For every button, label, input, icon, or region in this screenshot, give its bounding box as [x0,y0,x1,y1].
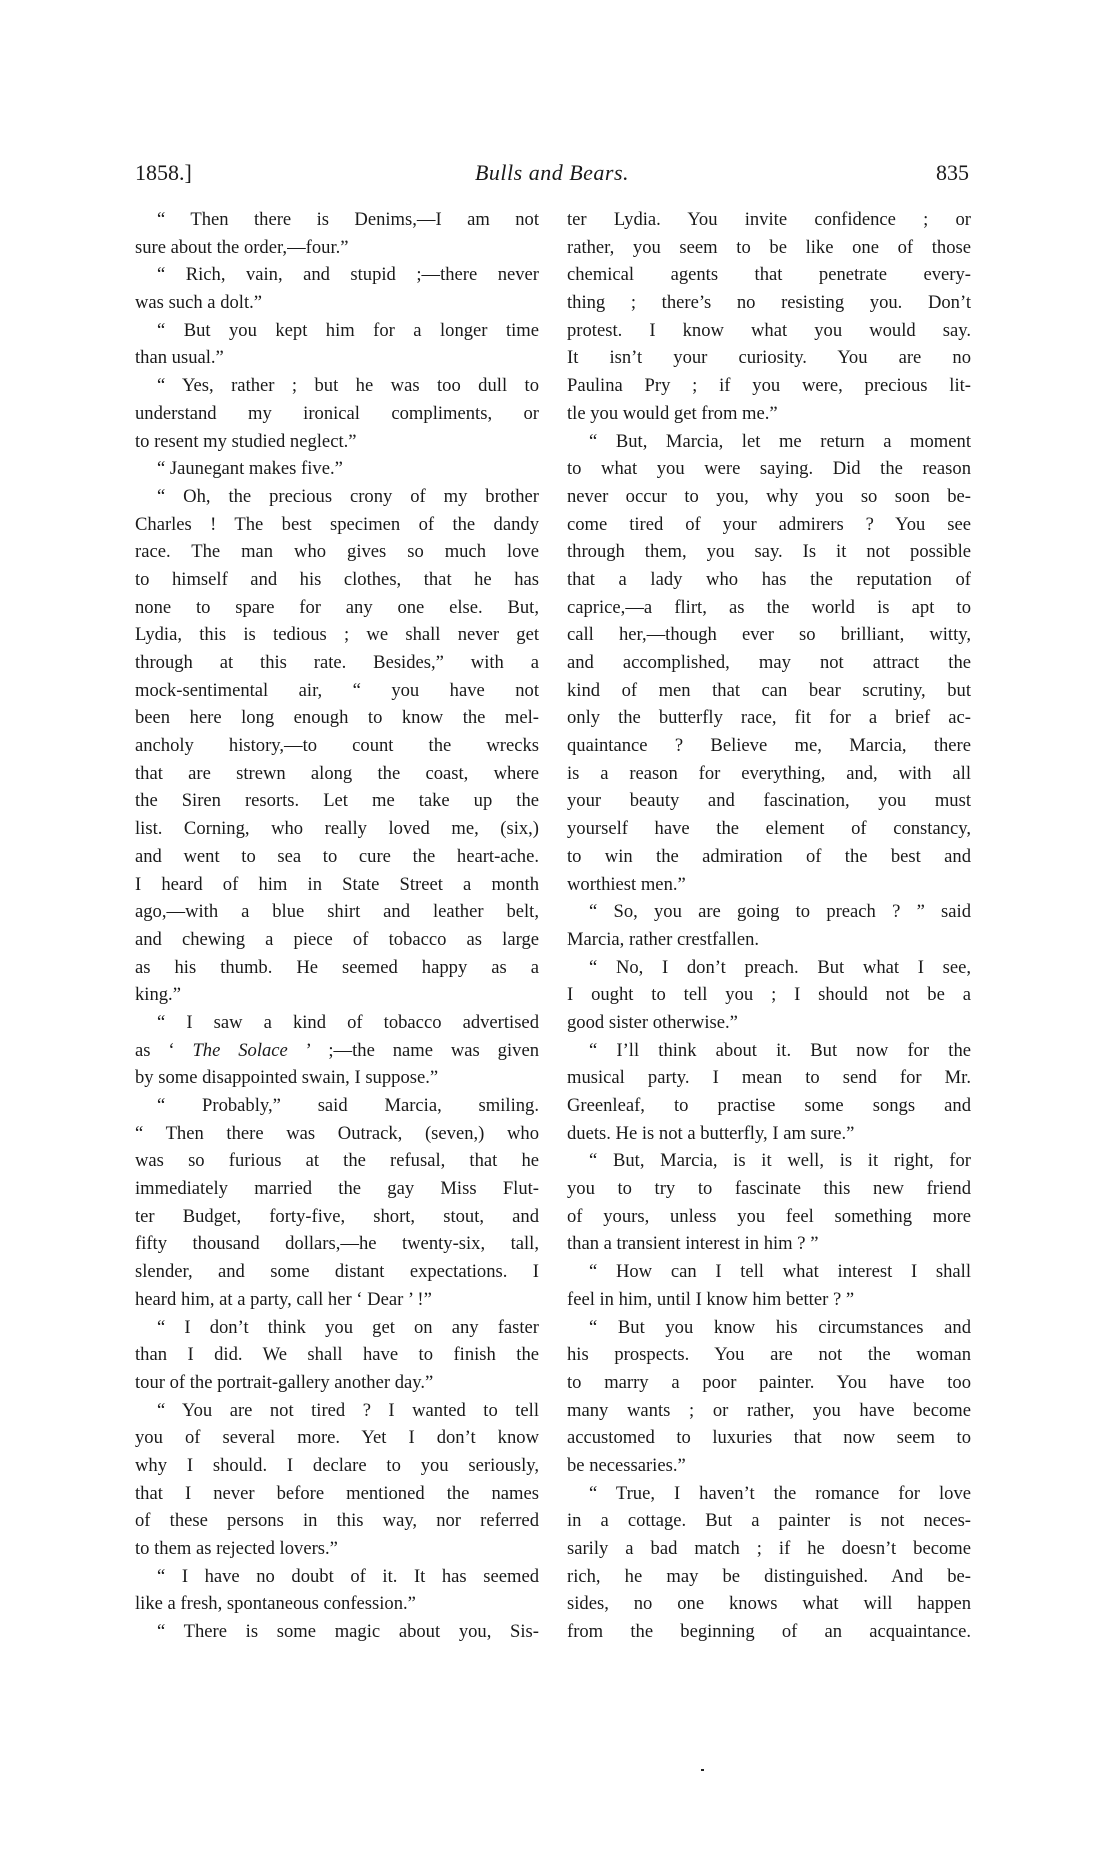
text-line: by some disappointed swain, I suppose.” [135,1067,439,1089]
text-line: to what you were saying. Did the reason [567,458,971,480]
text-line: as ‘ The Solace ’ ;—the name was given [135,1039,539,1061]
text-line: accustomed to luxuries that now seem to [567,1427,971,1449]
text-line: like a fresh, spontaneous confession.” [135,1593,416,1615]
text-line: from the beginning of an acquaintance. [567,1621,971,1643]
text-line: I heard of him in State Street a month [135,873,539,895]
text-line: you of several more. Yet I don’t know [135,1427,539,1449]
text-line: why I should. I declare to you seriously, [135,1454,539,1476]
text-line: come tired of your admirers ? You see [567,513,971,535]
text-line: quaintance ? Believe me, Marcia, there [567,735,971,757]
text-line: to himself and his clothes, that he has [135,568,539,590]
text-line: “ But, Marcia, is it well, is it right, for [589,1150,971,1172]
text-line: “ Probably,” said Marcia, smiling. [157,1095,539,1116]
text-line: than I did. We shall have to finish the [135,1344,539,1366]
text-line: I ought to tell you ; I should not be a [567,984,971,1006]
text-line: sides, no one knows what will happen [567,1593,971,1615]
text-line: be necessaries.” [567,1454,686,1476]
text-line: “ Rich, vain, and stupid ;—there never [157,264,539,286]
text-line: “ No, I don’t preach. But what I see, [589,956,971,978]
text-line: Lydia, this is tedious ; we shall never get [135,624,539,646]
text-line: chemical agents that penetrate every- [567,264,971,286]
text-line: understand my ironical compliments, or [135,402,539,424]
text-line: the Siren resorts. Let me take up the [135,790,539,812]
text-line: ter Budget, forty-five, short, stout, and [135,1205,539,1227]
text-line: through at this rate. Besides,” with a [135,652,539,673]
text-line: “ Oh, the precious crony of my brother [157,485,539,507]
text-line: “ There is some magic about you, Sis- [157,1621,539,1643]
text-line: sarily a bad match ; if he doesn’t become [567,1538,971,1559]
text-line: and went to sea to cure the heart-ache. [135,845,539,867]
text-line: duets. He is not a butterfly, I am sure.” [567,1122,855,1144]
text-line: and accomplished, may not attract the [567,652,971,673]
text-line: that are strewn along the coast, where [135,762,539,784]
text-line: tle you would get from me.” [567,402,778,424]
text-line: and chewing a piece of tobacco as large [135,928,539,950]
text-line: many wants ; or rather, you have become [567,1399,971,1421]
text-line: that I never before mentioned the names [135,1482,539,1504]
text-line: mock-sentimental air, “ you have not [135,679,539,701]
text-line: fifty thousand dollars,—he twenty-six, tall, [135,1233,539,1255]
text-line: his prospects. You are not the woman [567,1344,971,1366]
text-line: “ But you kept him for a longer time [157,319,539,341]
text-line: “ I’ll think about it. But now for the [589,1039,971,1061]
text-line: rather, you seem to be like one of those [567,236,971,258]
running-head-year: 1858.] [135,160,192,185]
text-line: Greenleaf, to practise some songs and [567,1095,971,1116]
text-line: “ You are not tired ? I wanted to tell [157,1399,539,1421]
text-line: is a reason for everything, and, with all [567,762,971,784]
text-line: race. The man who gives so much love [135,541,539,563]
text-line: of yours, unless you feel something more [567,1205,971,1227]
running-head-title: Bulls and Bears. [474,160,630,185]
text-line: tour of the portrait-gallery another day.” [135,1371,434,1393]
text-line: It isn’t your curiosity. You are no [567,347,971,369]
text-line: heard him, at a party, call her ‘ Dear ’ !” [135,1288,432,1310]
text-line: list. Corning, who really loved me, (six,) [135,818,539,840]
text-line: to them as rejected lovers.” [135,1538,338,1559]
text-line: rich, he may be distinguished. And be- [567,1565,971,1587]
text-line: call her,—though ever so brilliant, witty, [567,624,971,646]
text-line: was such a dolt.” [135,292,263,314]
text-line: as his thumb. He seemed happy as a [135,956,539,978]
text-line: thing ; there’s no resisting you. Don’t [567,292,971,314]
text-line: to resent my studied neglect.” [135,430,357,452]
text-line: than usual.” [135,347,224,369]
text-line: in a cottage. But a painter is not neces- [567,1510,971,1532]
text-line: “ I have no doubt of it. It has seemed [157,1565,539,1587]
text-line: through them, you say. Is it not possible [567,541,971,563]
text-line: “ Then there is Denims,—I am not [157,209,539,230]
text-line: that a lady who has the reputation of [567,568,971,590]
text-line: Marcia, rather crestfallen. [567,928,760,950]
text-line: yourself have the element of constancy, [567,818,971,840]
text-line: your beauty and fascination, you must [567,790,971,812]
text-line: ter Lydia. You invite confidence ; or [567,209,971,230]
text-line: “ How can I tell what interest I shall [589,1261,971,1283]
text-line: “ But, Marcia, let me return a moment [589,430,971,452]
text-line: you to try to fascinate this new friend [567,1178,971,1200]
page-number: 835 [936,160,969,185]
running-head [135,158,969,188]
text-line: ago,—with a blue shirt and leather belt, [135,901,539,923]
text-line: king.” [135,984,181,1006]
text-line: kind of men that can bear scrutiny, but [567,679,971,701]
text-line: Paulina Pry ; if you were, precious lit- [567,375,971,397]
text-line: slender, and some distant expectations. I [135,1261,539,1283]
text-line: “ Then there was Outrack, (seven,) who [135,1122,539,1144]
text-line: to marry a poor painter. You have too [567,1371,971,1393]
text-line: “ True, I haven’t the romance for love [589,1482,971,1504]
text-line: “ Jaunegant makes five.” [157,458,343,480]
text-line: “ Yes, rather ; but he was too dull to [157,375,539,397]
scan-speck [701,1769,704,1771]
left-column [135,206,539,1646]
text-line: “ So, you are going to preach ? ” said [589,901,971,923]
text-line: never occur to you, why you so soon be- [567,485,971,507]
text-line: good sister otherwise.” [567,1011,738,1033]
text-line: “ I don’t think you get on any faster [157,1316,539,1338]
text-line: “ But you know his circumstances and [589,1316,971,1338]
text-line: ancholy history,—to count the wrecks [135,735,539,757]
text-line: protest. I know what you would say. [567,319,971,341]
text-line: only the butterfly race, fit for a brief ac- [567,707,971,729]
text-line: worthiest men.” [567,873,686,895]
text-line: was so furious at the refusal, that he [135,1150,539,1172]
text-line: sure about the order,—four.” [135,236,349,258]
text-line: Charles ! The best specimen of the dandy [135,513,539,535]
text-line: than a transient interest in him ? ” [567,1233,819,1255]
text-line: none to spare for any one else. But, [135,596,539,618]
text-line: musical party. I mean to send for Mr. [567,1067,971,1089]
text-line: of these persons in this way, nor referred [135,1510,539,1532]
right-column [567,206,971,1646]
text-line: “ I saw a kind of tobacco advertised [157,1011,539,1033]
italic-title: The Solace [192,1039,288,1061]
text-line: been here long enough to know the mel- [135,707,539,729]
text-line: feel in him, until I know him better ? ” [567,1288,855,1310]
text-line: immediately married the gay Miss Flut- [135,1178,539,1200]
text-line: to win the admiration of the best and [567,845,971,867]
text-line: caprice,—a flirt, as the world is apt to [567,596,971,618]
